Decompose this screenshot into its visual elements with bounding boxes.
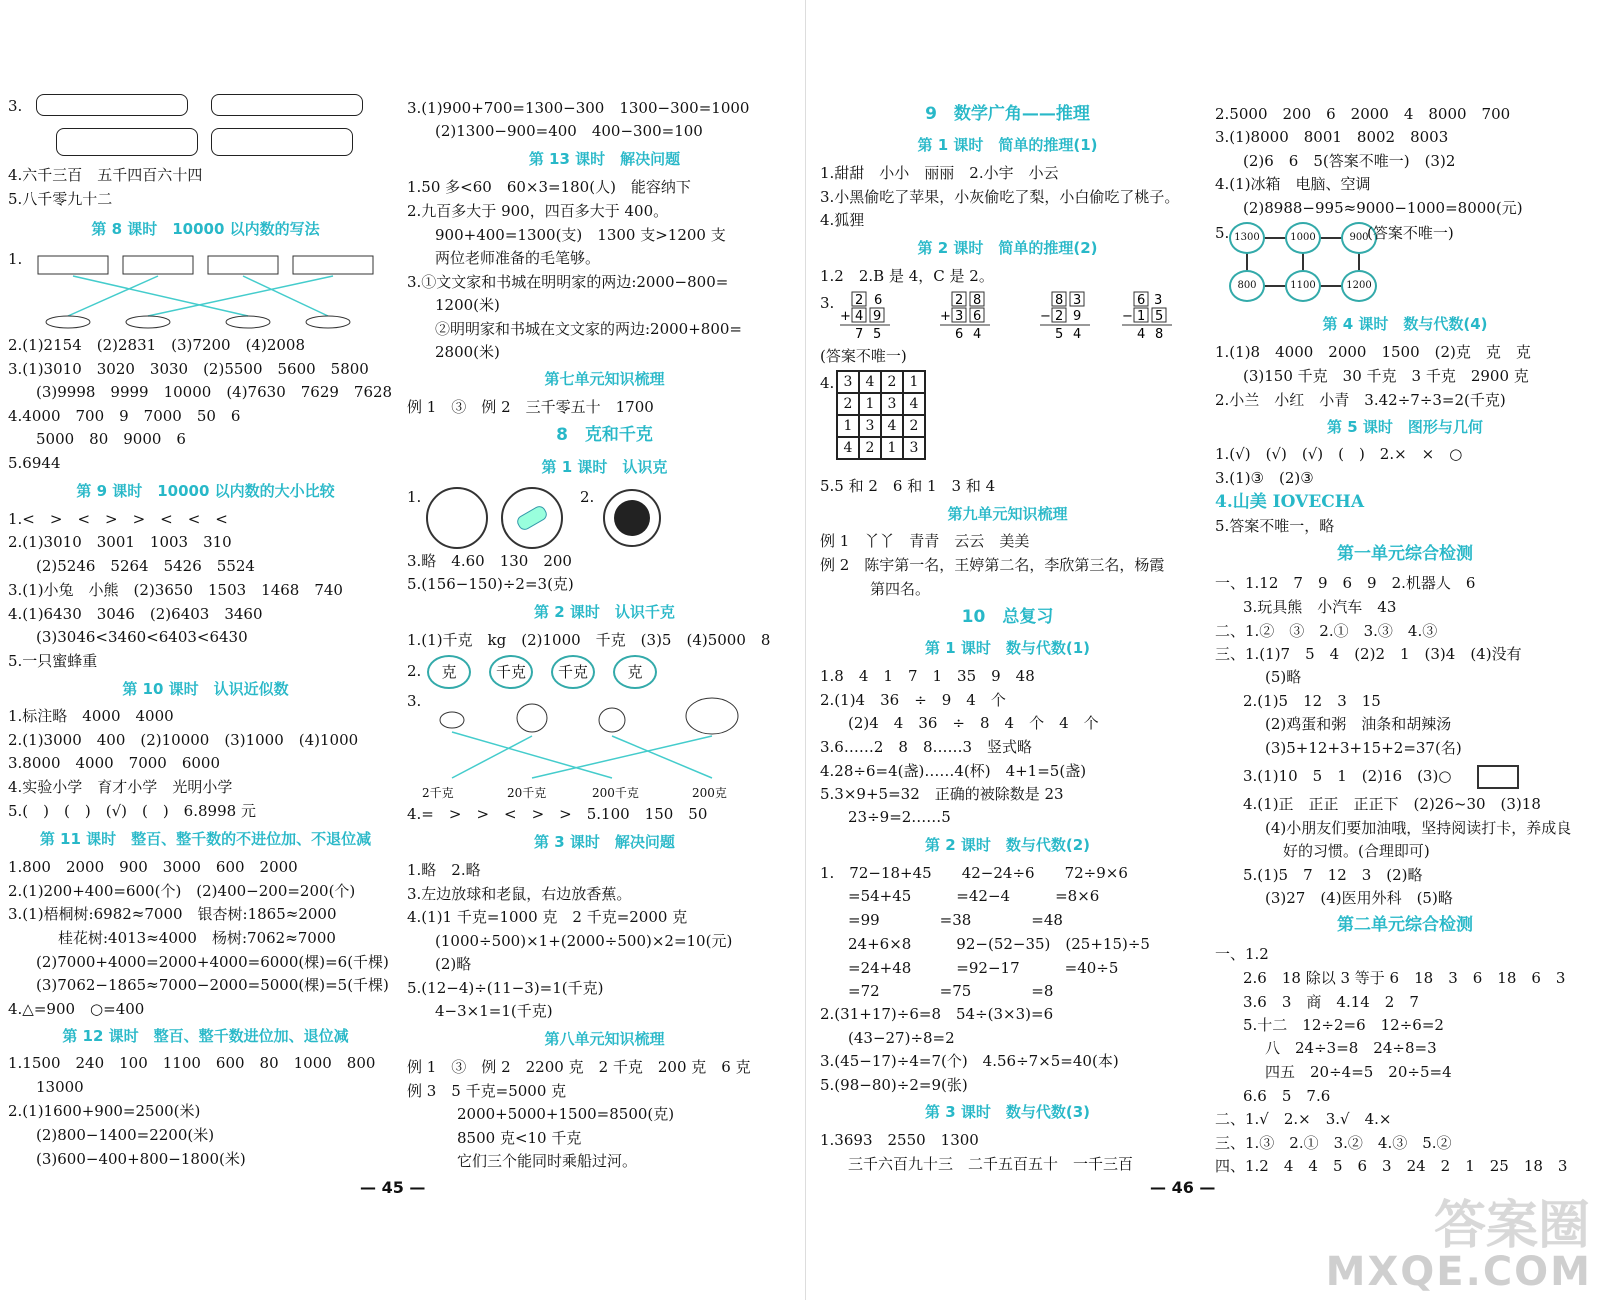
sudoku-cell: 2 <box>881 371 903 393</box>
u9-lesson-1-heading: 第 1 课时 简单的推理(1) <box>917 136 1098 154</box>
clip-eraser-coin-figure <box>422 484 662 554</box>
u10-lesson-3-heading: 第 3 课时 数与代数(3) <box>924 1103 1091 1121</box>
u8l2-q3: 3. <box>407 692 422 710</box>
sudoku-cell: 1 <box>881 437 903 459</box>
u1-s3j: 5.(1)5 7 12 3 (2)略 <box>1243 866 1423 884</box>
unit-1-test-heading: 第一单元综合检测 <box>1337 544 1473 564</box>
svg-text:2: 2 <box>855 293 864 308</box>
u2-s1-5a: 5.十二 12÷2=6 12÷6=2 <box>1243 1016 1444 1034</box>
sudoku-cell: 4 <box>859 371 881 393</box>
sudoku-cell: 1 <box>859 393 881 415</box>
svg-text:−: − <box>1122 309 1133 324</box>
unit-10-heading: 10 总复习 <box>961 607 1054 627</box>
unit-9-heading: 9 数学广角——推理 <box>925 104 1090 124</box>
svg-text:3: 3 <box>1073 293 1082 308</box>
svg-text:4: 4 <box>973 327 982 342</box>
l13-q3b: 1200(米) <box>435 296 500 314</box>
l13-q3a: 3.①文文家和书城在明明家的两边:2000−800= <box>407 273 729 291</box>
svg-text:4: 4 <box>1137 327 1146 342</box>
u10l2-q1f: =72 =75 =8 <box>848 982 1054 1000</box>
c4-q3a: 3.(1)8000 8001 8002 8003 <box>1215 128 1449 146</box>
u10l3-q1a: 1.3693 2550 1300 <box>820 1131 979 1149</box>
l12-q2b: (2)800−1400=2200(米) <box>36 1126 215 1144</box>
unit-circle-4: 克 <box>613 655 657 689</box>
svg-text:4: 4 <box>855 309 864 324</box>
sudoku-cell: 3 <box>881 393 903 415</box>
sudoku-cell: 1 <box>837 415 859 437</box>
u8l2-q2: 2. <box>407 662 422 680</box>
l13-q2c: 两位老师准备的毛笔够。 <box>435 249 601 267</box>
u1-s3h: (4)小朋友们要加油哦，坚持阅读打卡，养成良 <box>1265 819 1572 837</box>
l9-q4a: 4.(1)6430 3046 (2)6403 3460 <box>8 605 263 623</box>
sudoku-cell: 2 <box>837 393 859 415</box>
l11-q1: 1.800 2000 900 3000 600 2000 <box>8 858 298 876</box>
u10-lesson-1-heading: 第 1 课时 数与代数(1) <box>924 639 1091 657</box>
q3-label: 3. <box>8 97 23 115</box>
u8l3-q4c: (2)略 <box>435 955 472 973</box>
u8l1-q1: 1. <box>407 488 422 506</box>
page-gutter <box>805 0 806 1300</box>
weight-label-3: 200千克 <box>592 786 639 800</box>
sudoku-cell: 4 <box>837 437 859 459</box>
unit-9-summary-heading: 第九单元知识梳理 <box>947 505 1068 523</box>
lesson-8-heading: 第 8 课时 10000 以内数的写法 <box>91 220 320 238</box>
l8-q3a: 3.(1)3010 3020 3030 (2)5500 5600 5800 <box>8 360 369 378</box>
l13-q2a: 2.九百多大于 900，四百多大于 400。 <box>407 202 669 220</box>
u8s-ex3a: 例 3 5 千克=5000 克 <box>407 1082 567 1100</box>
svg-text:2: 2 <box>955 293 964 308</box>
animal-weight-figure <box>422 690 752 790</box>
u10-lesson-2-heading: 第 2 课时 数与代数(2) <box>924 836 1091 854</box>
u1-s1: 一、1.12 7 9 6 9 2.机器人 6 <box>1215 574 1476 592</box>
u10l2-q1d: 24+6×8 92−(52−35) (25+15)÷5 <box>848 935 1150 953</box>
svg-text:6: 6 <box>955 327 964 342</box>
c4-q4b: (2)8988−995≈9000−1000=8000(元) <box>1243 199 1523 217</box>
u9l2-q4: 4. <box>820 374 835 392</box>
u2-s1-3: 3.6 3 商 4.14 2 7 <box>1243 993 1419 1011</box>
unit-2-test-heading: 第二单元综合检测 <box>1337 915 1473 935</box>
u2-s1-5c: 四五 20÷4=5 20÷5=4 <box>1265 1063 1452 1081</box>
unit-8-summary-heading: 第八单元知识梳理 <box>544 1030 665 1048</box>
sudoku-cell: 3 <box>837 371 859 393</box>
q5-text: 5.八千零九十二 <box>8 190 113 208</box>
net-circle: 1000 <box>1285 222 1321 254</box>
u2-s4: 四、1.2 4 4 5 6 3 24 2 1 25 18 3 <box>1215 1157 1568 1175</box>
u8l3-q5a: 5.(12−4)÷(11−3)=1(千克) <box>407 979 604 997</box>
l9-q5: 5.一只蜜蜂重 <box>8 652 98 670</box>
u1-s3b: (5)略 <box>1265 668 1302 686</box>
unit-circles <box>427 655 687 689</box>
weight-label-1: 2千克 <box>422 786 454 800</box>
u2-s1: 一、1.2 <box>1215 945 1269 963</box>
l10-q2: 2.(1)3000 400 (2)10000 (3)1000 (4)1000 <box>8 731 359 749</box>
unit-circle-3: 千克 <box>551 655 595 689</box>
u10l1-q3: 3.6……2 8 8……3 竖式略 <box>820 738 1033 756</box>
u8l2-q4: 4.= > > < > > 5.100 150 50 <box>407 805 708 823</box>
u8l1-q2: 2. <box>580 488 595 506</box>
u9s-ex2b: 第四名。 <box>870 580 931 598</box>
net-circle: 1300 <box>1229 222 1265 254</box>
c4-q2: 2.5000 200 6 2000 4 8000 700 <box>1215 105 1511 123</box>
l12-q1a: 1.1500 240 100 1100 600 80 1000 800 <box>8 1054 376 1072</box>
watermark-url: MXQE.COM <box>1325 1249 1592 1295</box>
svg-text:5: 5 <box>1055 327 1064 342</box>
watermark-logo: 答案圈 <box>1433 1196 1590 1256</box>
l10-q4: 4.实验小学 育才小学 光明小学 <box>8 778 233 796</box>
svg-text:8: 8 <box>1055 293 1064 308</box>
svg-text:+: + <box>840 309 851 324</box>
l8-q3b: (3)9998 9999 10000 (4)7630 7629 7628 <box>36 383 393 401</box>
sudoku-grid <box>836 370 926 460</box>
lesson-9-heading: 第 9 课时 10000 以内数的大小比较 <box>76 482 335 500</box>
u8l3-q4a: 4.(1)1 千克=1000 克 2 千克=2000 克 <box>407 908 688 926</box>
u8-lesson-1-heading: 第 1 课时 认识克 <box>541 458 668 476</box>
lesson-4-heading: 第 4 课时 数与代数(4) <box>1322 315 1488 333</box>
unit-circle-2: 千克 <box>489 655 533 689</box>
sudoku-cell: 1 <box>903 371 925 393</box>
c4-q3b: (2)6 6 5(答案不唯一) (3)2 <box>1243 152 1456 170</box>
svg-text:4: 4 <box>1073 327 1082 342</box>
l10-q1: 1.标注略 4000 4000 <box>8 707 174 725</box>
u8l3-q5b: 4−3×1=1(千克) <box>435 1002 553 1020</box>
c4-q5: 5. <box>1215 224 1230 242</box>
l12-q2a: 2.(1)1600+900=2500(米) <box>8 1102 201 1120</box>
u8l3-q1: 1.略 2.略 <box>407 861 481 879</box>
u2-s1-2: 2.6 18 除以 3 等于 6 18 3 6 18 6 3 <box>1243 969 1566 987</box>
u9s-ex1: 例 1 丫丫 青青 云云 美美 <box>820 532 1030 550</box>
u10l1-q5a: 5.3×9+5=32 正确的被除数是 23 <box>820 785 1064 803</box>
u8-lesson-3-heading: 第 3 课时 解决问题 <box>534 833 675 851</box>
l9-q3: 3.(1)小兔 小熊 (2)3650 1503 1468 740 <box>8 581 343 599</box>
u8l1-q5: 5.(156−150)÷2=3(克) <box>407 575 574 593</box>
u1-s3f: 3.(1)10 5 1 (2)16 (3)○ <box>1243 767 1452 785</box>
l9-q2a: 2.(1)3010 3001 1003 310 <box>8 533 232 551</box>
l5-q1: 1.(√) (√) (√) ( ) 2.× × ○ <box>1215 445 1463 463</box>
u10l2-q2a: 2.(31+17)÷6=8 54÷(3×3)=6 <box>820 1005 1054 1023</box>
u8l3-q4b: (1000÷500)×1+(2000÷500)×2=10(元) <box>435 932 733 950</box>
l11-q3a: 3.(1)梧桐树:6982≈7000 银杏树:1865≈2000 <box>8 905 337 923</box>
u8s-ex3b: 2000+5000+1500=8500(克) <box>457 1105 675 1123</box>
c2-q3a: 3.(1)900+700=1300−300 1300−300=1000 <box>407 99 750 117</box>
net-circle: 800 <box>1229 270 1265 302</box>
l8-q2: 2.(1)2154 (2)2831 (3)7200 (4)2008 <box>8 336 305 354</box>
u1-s3a: 三、1.(1)7 5 4 (2)2 1 (3)4 (4)没有 <box>1215 645 1522 663</box>
sudoku-cell: 3 <box>859 415 881 437</box>
l8-q5: 5.6944 <box>8 454 61 472</box>
u8s-ex3d: 它们三个能同时乘船过河。 <box>457 1152 638 1170</box>
u9l1-q1: 1.甜甜 小小 丽丽 2.小宇 小云 <box>820 164 1059 182</box>
u9l2-q3: 3. <box>820 294 835 312</box>
sudoku-cell: 3 <box>903 437 925 459</box>
u10l2-q1b: =54+45 =42−4 =8×6 <box>848 887 1100 905</box>
net-circle: 900 <box>1341 222 1377 254</box>
u10l1-q2b: (2)4 4 36 ÷ 8 4 个 4 个 <box>848 714 1099 732</box>
u1-s3g: 4.(1)正 正正 正正下 (2)26~30 (3)18 <box>1243 795 1541 813</box>
l11-q4: 4.△=900 ○=400 <box>8 1000 145 1018</box>
l11-q3b: 桂花树:4013≈4000 杨树:7062≈7000 <box>58 929 336 947</box>
net-circle: 1100 <box>1285 270 1321 302</box>
u1-s3i: 好的习惯。(合理即可) <box>1283 842 1430 860</box>
u8-lesson-2-heading: 第 2 课时 认识千克 <box>534 603 675 621</box>
q4-text: 4.六千三百 五千四百六十四 <box>8 166 203 184</box>
l8-q4b: 5000 80 9000 6 <box>36 430 186 448</box>
lesson-12-heading: 第 12 课时 整百、整千数进位加、退位减 <box>62 1027 349 1045</box>
u9s-ex2a: 例 2 陈宇第一名，王婷第二名，李欣第三名，杨霞 <box>820 556 1165 574</box>
l11-q3c: (2)7000+4000=2000+4000=6000(棵)=6(千棵) <box>36 953 389 971</box>
u10l1-q5b: 23÷9=2……5 <box>848 808 951 826</box>
l13-q3c: ②明明家和书城在文文家的两边:2000+800= <box>435 320 742 338</box>
u10l2-q1c: =99 =38 =48 <box>848 911 1063 929</box>
u8s-ex1: 例 1 ③ 例 2 2200 克 2 千克 200 克 6 克 <box>407 1058 751 1076</box>
u10l2-q5: 5.(98−80)÷2=9(张) <box>820 1076 968 1094</box>
u1-s3d: (2)鸡蛋和粥 油条和胡辣汤 <box>1265 715 1452 733</box>
svg-text:9: 9 <box>873 309 882 324</box>
u9l2-note: (答案不唯一) <box>820 347 907 365</box>
u1-s3k: (3)27 (4)医用外科 (5)略 <box>1265 889 1453 907</box>
net-circle: 1200 <box>1341 270 1377 302</box>
u2-s3: 三、1.③ 2.① 3.② 4.③ 5.② <box>1215 1134 1452 1152</box>
u8l1-q3: 3.略 4.60 130 200 <box>407 552 572 570</box>
u1-s3e: (3)5+12+3+15+2=37(名) <box>1265 739 1462 757</box>
u1-s1-3: 3.玩具熊 小汽车 43 <box>1243 598 1397 616</box>
l13-q2b: 900+400=1300(支) 1300 支>1200 支 <box>435 226 726 244</box>
u2-s2: 二、1.√ 2.× 3.√ 4.× <box>1215 1110 1392 1128</box>
u2-s1-5b: 八 24÷3=8 24÷8=3 <box>1265 1039 1437 1057</box>
circle-network <box>1229 222 1379 304</box>
l13-q3d: 2800(米) <box>435 343 500 361</box>
svg-text:7: 7 <box>855 327 864 342</box>
svg-text:2: 2 <box>1055 309 1064 324</box>
u9l2-q5: 5.5 和 2 6 和 1 3 和 4 <box>820 477 996 495</box>
l13-q1: 1.50 多<60 60×3=180(人) 能容纳下 <box>407 178 691 196</box>
lesson-11-heading: 第 11 课时 整百、整千数的不进位加、不退位减 <box>39 830 372 848</box>
svg-text:9: 9 <box>1073 309 1082 324</box>
l8-q4a: 4.4000 700 9 7000 50 6 <box>8 407 241 425</box>
u10l3-q1b: 三千六百九十三 二千五百五十 一千三百 <box>848 1155 1134 1173</box>
svg-text:6: 6 <box>874 293 883 308</box>
u10l1-q1: 1.8 4 1 7 1 35 9 48 <box>820 667 1035 685</box>
svg-text:8: 8 <box>1155 327 1164 342</box>
l4-q1a: 1.(1)8 4000 2000 1500 (2)克 克 克 <box>1215 343 1531 361</box>
l9-q1: 1.< > < > > < < < <box>8 510 228 528</box>
u9l1-q4: 4.狐狸 <box>820 211 865 229</box>
l4-q2: 2.小兰 小红 小青 3.42÷7÷3=2(千克) <box>1215 391 1506 409</box>
l10-q3: 3.8000 4000 7000 6000 <box>8 754 221 772</box>
l10-q5: 5.( ) ( ) (√) ( ) 6.8998 元 <box>8 802 256 820</box>
svg-text:5: 5 <box>873 327 882 342</box>
u10l2-q1a: 1. 72−18+45 42−24÷6 72÷9×6 <box>820 864 1128 882</box>
matching-lines-figure <box>28 248 388 333</box>
u10l1-q4: 4.28÷6=4(盏)……4(杯) 4+1=5(盏) <box>820 762 1087 780</box>
svg-text:6: 6 <box>1137 293 1146 308</box>
matching-cards-figure <box>36 94 376 156</box>
u10l2-q1e: =24+48 =92−17 =40÷5 <box>848 959 1119 977</box>
u10l2-q2b: (43−27)÷8=2 <box>848 1029 955 1047</box>
digit-puzzle-figure <box>840 290 1180 342</box>
u2-s1-6: 6.6 5 7.6 <box>1243 1087 1331 1105</box>
u9-lesson-2-heading: 第 2 课时 简单的推理(2) <box>917 239 1098 257</box>
u10l1-q2a: 2.(1)4 36 ÷ 9 4 个 <box>820 691 1006 709</box>
svg-text:3: 3 <box>1154 293 1163 308</box>
l12-q2c: (3)600−400+800−1800(米) <box>36 1150 246 1168</box>
c2-q3b: (2)1300−900=400 400−300=100 <box>435 122 703 140</box>
l5-q5: 5.答案不唯一，略 <box>1215 517 1335 535</box>
sudoku-cell: 4 <box>881 415 903 437</box>
l8-q1: 1. <box>8 250 23 268</box>
u8s-ex3c: 8500 克<10 千克 <box>457 1129 582 1147</box>
weight-label-2: 20千克 <box>507 786 547 800</box>
l9-q4b: (3)3046<3460<6403<6430 <box>36 628 248 646</box>
sudoku-cell: 2 <box>859 437 881 459</box>
u9l1-q3: 3.小黑偷吃了苹果，小灰偷吃了梨，小白偷吃了桃子。 <box>820 188 1180 206</box>
c4-q5-note: (答案不唯一) <box>1367 224 1454 242</box>
l5-q3: 3.(1)③ (2)③ <box>1215 469 1314 487</box>
sudoku-cell: 4 <box>903 393 925 415</box>
unit-8-heading: 8 克和千克 <box>556 425 653 445</box>
page-number-right: — 46 — <box>1150 1178 1216 1197</box>
svg-text:+: + <box>940 309 951 324</box>
svg-text:5: 5 <box>1155 309 1164 324</box>
u8l2-q1: 1.(1)千克 kg (2)1000 千克 (3)5 (4)5000 8 <box>407 631 771 649</box>
answer-rectangle <box>1477 765 1519 789</box>
svg-text:3: 3 <box>955 309 964 324</box>
l11-q2: 2.(1)200+400=600(个) (2)400−200=200(个) <box>8 882 356 900</box>
u8l3-q3: 3.左边放球和老鼠，右边放香蕉。 <box>407 885 632 903</box>
weight-label-4: 200克 <box>692 786 727 800</box>
u10l2-q3: 3.(45−17)÷4=7(个) 4.56÷7×5=40(本) <box>820 1052 1119 1070</box>
svg-text:8: 8 <box>973 293 982 308</box>
l12-q1b: 13000 <box>36 1078 84 1096</box>
u1-s3c: 2.(1)5 12 3 15 <box>1243 692 1381 710</box>
l11-q3d: (3)7062−1865≈7000−2000=5000(棵)=5(千棵) <box>36 976 389 994</box>
unit-7-summary-heading: 第七单元知识梳理 <box>544 370 665 388</box>
svg-text:1: 1 <box>1137 309 1146 324</box>
u1-s2: 二、1.② ③ 2.① 3.③ 4.③ <box>1215 622 1438 640</box>
l4-q1b: (3)150 千克 30 千克 3 千克 2900 克 <box>1243 367 1529 385</box>
lesson-5-heading: 第 5 课时 图形与几何 <box>1327 418 1483 436</box>
c4-q4a: 4.(1)冰箱 电脑、空调 <box>1215 175 1371 193</box>
l9-q2b: (2)5246 5264 5426 5524 <box>36 557 255 575</box>
u7-example: 例 1 ③ 例 2 三千零五十 1700 <box>407 398 654 416</box>
unit-circle-1: 克 <box>427 655 471 689</box>
page-number-left: — 45 — <box>360 1178 426 1197</box>
lesson-10-heading: 第 10 课时 认识近似数 <box>122 680 289 698</box>
svg-text:6: 6 <box>973 309 982 324</box>
svg-text:−: − <box>1040 309 1051 324</box>
l5-q4: 4.山美 IOVECHA <box>1215 492 1365 512</box>
sudoku-cell: 2 <box>903 415 925 437</box>
lesson-13-heading: 第 13 课时 解决问题 <box>528 150 681 168</box>
u9l2-q1: 1.2 2.B 是 4，C 是 2。 <box>820 267 994 285</box>
